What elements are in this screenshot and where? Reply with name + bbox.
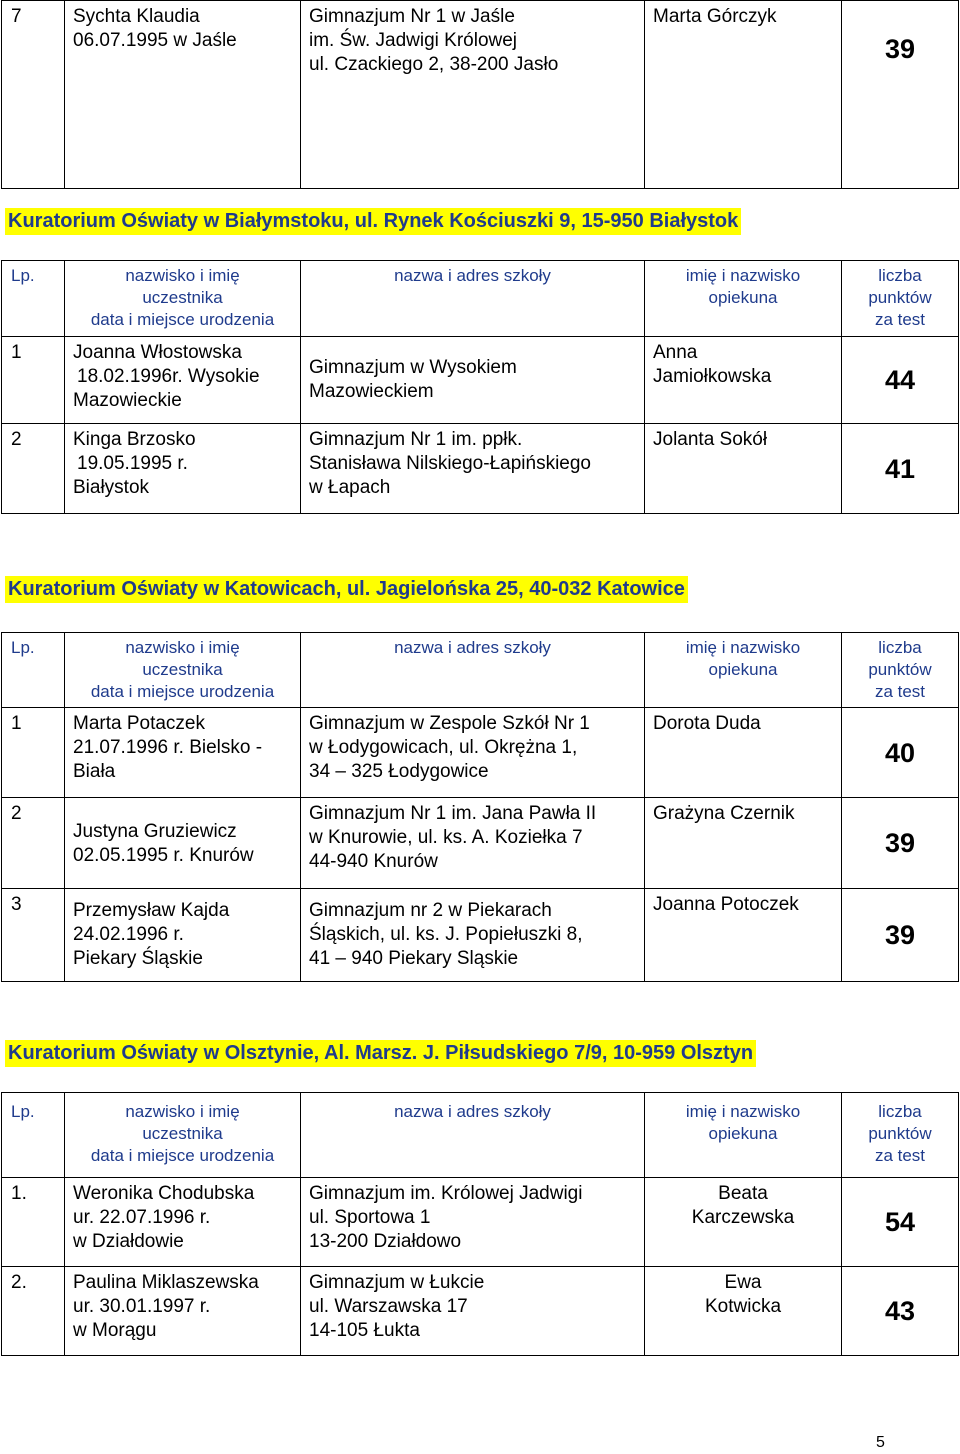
points-value: 39: [884, 34, 916, 64]
header-teacher: [645, 633, 842, 708]
table-row: [2, 1267, 959, 1356]
header-line: data i miejsce urodzenia: [90, 682, 275, 701]
school-line: Gimnazjum w Wysokiem: [309, 357, 517, 378]
table-row: [2, 1178, 959, 1267]
school-line: Gimnazjum w Łukcie: [309, 1272, 485, 1293]
participant-birth: 18.02.1996r. Wysokie: [77, 366, 260, 387]
table-row: [2, 708, 959, 798]
header-line: liczba: [878, 266, 922, 285]
school-cell: [301, 424, 645, 514]
points-value: 43: [884, 1296, 916, 1326]
header-line: za test: [874, 310, 926, 329]
header-line: opiekuna: [708, 288, 778, 307]
participant-birth: ur. 22.07.1996 r.: [73, 1207, 211, 1228]
school-line: Gimnazjum Nr 1 w Jaśle: [309, 6, 515, 27]
participant-cell: [65, 1178, 301, 1267]
teacher-line: Grażyna Czernik: [653, 803, 795, 824]
school-line: Gimnazjum Nr 1 im. Jana Pawła II: [309, 803, 597, 824]
school-cell: [301, 708, 645, 798]
school-line: w Łapach: [309, 477, 391, 498]
header-line: punktów: [868, 1124, 932, 1143]
school-cell: [301, 1178, 645, 1267]
table-row: [2, 1, 959, 189]
header-line: imię i nazwisko: [685, 266, 801, 285]
points-cell: [842, 1, 959, 189]
participant-name: Paulina Miklaszewska: [73, 1272, 259, 1293]
participant-birth: 06.07.1995 w Jaśle: [73, 30, 237, 51]
participant-birth: ur. 30.01.1997 r.: [73, 1296, 211, 1317]
table-row: [2, 889, 959, 982]
participant-name: Przemysław Kajda: [73, 900, 230, 921]
participant-cell: [65, 337, 301, 424]
teacher-cell: [645, 889, 842, 982]
teacher-line: Jolanta Sokół: [653, 429, 768, 450]
points-cell: [842, 1178, 959, 1267]
top-results-table: [1, 0, 959, 189]
teacher-cell: [645, 798, 842, 889]
points-cell: [842, 424, 959, 514]
points-value: 54: [884, 1207, 916, 1237]
header-lp: Lp.: [2, 1093, 65, 1178]
header-line: punktów: [868, 660, 932, 679]
school-line: Stanisława Nilskiego-Łapińskiego: [309, 453, 591, 474]
teacher-line: Karczewska: [691, 1207, 795, 1228]
school-line: ul. Czackiego 2, 38-200 Jasło: [309, 54, 559, 75]
points-cell: [842, 889, 959, 982]
school-line: 14-105 Łukta: [309, 1320, 420, 1341]
teacher-cell: [645, 1267, 842, 1356]
results-table: [1, 1092, 959, 1356]
header-teacher: [645, 1093, 842, 1178]
teacher-line: Ewa: [724, 1272, 762, 1293]
participant-birth: 19.05.1995 r.: [77, 453, 188, 474]
participant-cell: [65, 424, 301, 514]
section-heading: Kuratorium Oświaty w Olsztynie, Al. Marsz. J. Piłsudskiego 7/9, 10-959 Olsztyn: [5, 1040, 756, 1067]
header-line: liczba: [878, 1102, 922, 1121]
participant-birth: 21.07.1996 r. Bielsko -: [73, 737, 263, 758]
header-line: data i miejsce urodzenia: [90, 310, 275, 329]
school-line: ul. Warszawska 17: [309, 1296, 468, 1317]
header-line: data i miejsce urodzenia: [90, 1146, 275, 1165]
participant-name: Joanna Włostowska: [73, 342, 242, 363]
header-line: za test: [874, 682, 926, 701]
header-line: imię i nazwisko: [685, 1102, 801, 1121]
row-lp: 2.: [2, 1267, 65, 1356]
participant-birth: Białystok: [73, 477, 150, 498]
row-lp: 7: [2, 1, 65, 189]
school-line: Mazowieckiem: [309, 381, 434, 402]
school-line: 13-200 Działdowo: [309, 1231, 462, 1252]
school-cell: [301, 798, 645, 889]
header-school: nazwa i adres szkoły: [301, 633, 645, 708]
school-cell: [301, 337, 645, 424]
participant-birth: Mazowieckie: [73, 390, 182, 411]
points-value: 40: [884, 737, 916, 768]
teacher-line: Jamiołkowska: [653, 366, 772, 387]
participant-birth: Biała: [73, 761, 116, 782]
header-line: liczba: [878, 638, 922, 657]
points-value: 39: [884, 828, 916, 858]
school-line: Śląskich, ul. ks. J. Popiełuszki 8,: [309, 924, 583, 945]
teacher-line: Anna: [653, 342, 698, 363]
table-row: [2, 337, 959, 424]
results-table: [1, 260, 959, 514]
row-lp: 1.: [2, 1178, 65, 1267]
school-cell: [301, 889, 645, 982]
school-cell: [301, 1267, 645, 1356]
header-lp: Lp.: [2, 261, 65, 337]
header-school: nazwa i adres szkoły: [301, 1093, 645, 1178]
participant-birth: Piekary Śląskie: [73, 948, 203, 969]
points-value: 44: [884, 365, 916, 395]
participant-name: Kinga Brzosko: [73, 429, 196, 450]
row-lp: 1: [2, 337, 65, 424]
points-cell: [842, 337, 959, 424]
school-line: Gimnazjum im. Królowej Jadwigi: [309, 1183, 583, 1204]
header-name: [65, 261, 301, 337]
row-lp: 3: [2, 889, 65, 982]
points-value: 41: [884, 453, 916, 484]
header-name: [65, 633, 301, 708]
school-line: ul. Sportowa 1: [309, 1207, 431, 1228]
header-name: [65, 1093, 301, 1178]
school-line: 41 – 940 Piekary Sląskie: [309, 948, 519, 969]
row-lp: 2: [2, 798, 65, 889]
header-line: za test: [874, 1146, 926, 1165]
school-line: 34 – 325 Łodygowice: [309, 761, 489, 782]
teacher-line: Marta Górczyk: [653, 6, 777, 27]
points-cell: [842, 708, 959, 798]
section-heading: Kuratorium Oświaty w Białymstoku, ul. Rynek Kościuszki 9, 15-950 Białystok: [5, 208, 741, 235]
section-heading: Kuratorium Oświaty w Katowicach, ul. Jagielońska 25, 40-032 Katowice: [5, 576, 688, 603]
teacher-cell: [645, 1, 842, 189]
table-header-row: [2, 261, 959, 337]
header-line: nazwisko i imię: [125, 266, 240, 285]
teacher-cell: [645, 1178, 842, 1267]
header-line: uczestnika: [142, 288, 223, 307]
participant-birth: w Morągu: [73, 1320, 157, 1341]
school-line: 44-940 Knurów: [309, 851, 438, 872]
participant-birth: 02.05.1995 r. Knurów: [73, 845, 254, 866]
results-table: [1, 632, 959, 982]
teacher-line: Joanna Potoczek: [653, 894, 799, 915]
table-header-row: [2, 1093, 959, 1178]
participant-name: Sychta Klaudia: [73, 6, 200, 27]
points-value: 39: [884, 920, 916, 950]
table-header-row: [2, 633, 959, 708]
header-points: [842, 1093, 959, 1178]
participant-birth: 24.02.1996 r.: [73, 924, 184, 945]
school-line: Gimnazjum Nr 1 im. ppłk.: [309, 429, 523, 450]
header-line: punktów: [868, 288, 932, 307]
points-cell: [842, 798, 959, 889]
table-row: [2, 798, 959, 889]
teacher-cell: [645, 708, 842, 798]
teacher-cell: [645, 337, 842, 424]
school-cell: [301, 1, 645, 189]
row-lp: 2: [2, 424, 65, 514]
participant-name: Justyna Gruziewicz: [73, 821, 237, 842]
header-teacher: [645, 261, 842, 337]
participant-birth: w Działdowie: [73, 1231, 184, 1252]
school-line: Gimnazjum w Zespole Szkół Nr 1: [309, 713, 590, 734]
participant-cell: [65, 798, 301, 889]
participant-name: Marta Potaczek: [73, 713, 205, 734]
page-number: 5: [876, 1434, 885, 1451]
header-line: opiekuna: [708, 660, 778, 679]
header-line: uczestnika: [142, 1124, 223, 1143]
header-points: [842, 261, 959, 337]
header-points: [842, 633, 959, 708]
points-cell: [842, 1267, 959, 1356]
school-line: w Łodygowicach, ul. Okrężna 1,: [309, 737, 578, 758]
teacher-line: Beata: [718, 1183, 768, 1204]
header-line: nazwisko i imię: [125, 1102, 240, 1121]
header-line: nazwisko i imię: [125, 638, 240, 657]
participant-cell: [65, 1267, 301, 1356]
participant-cell: [65, 889, 301, 982]
header-lp: Lp.: [2, 633, 65, 708]
participant-cell: [65, 1, 301, 189]
school-line: w Knurowie, ul. ks. A. Koziełka 7: [309, 827, 583, 848]
teacher-line: Dorota Duda: [653, 713, 761, 734]
teacher-line: Kotwicka: [704, 1296, 782, 1317]
header-school: nazwa i adres szkoły: [301, 261, 645, 337]
teacher-cell: [645, 424, 842, 514]
school-line: im. Św. Jadwigi Królowej: [309, 30, 518, 51]
header-line: imię i nazwisko: [685, 638, 801, 657]
header-line: opiekuna: [708, 1124, 778, 1143]
participant-cell: [65, 708, 301, 798]
row-lp: 1: [2, 708, 65, 798]
table-row: [2, 424, 959, 514]
header-line: uczestnika: [142, 660, 223, 679]
participant-name: Weronika Chodubska: [73, 1183, 255, 1204]
school-line: Gimnazjum nr 2 w Piekarach: [309, 900, 552, 921]
